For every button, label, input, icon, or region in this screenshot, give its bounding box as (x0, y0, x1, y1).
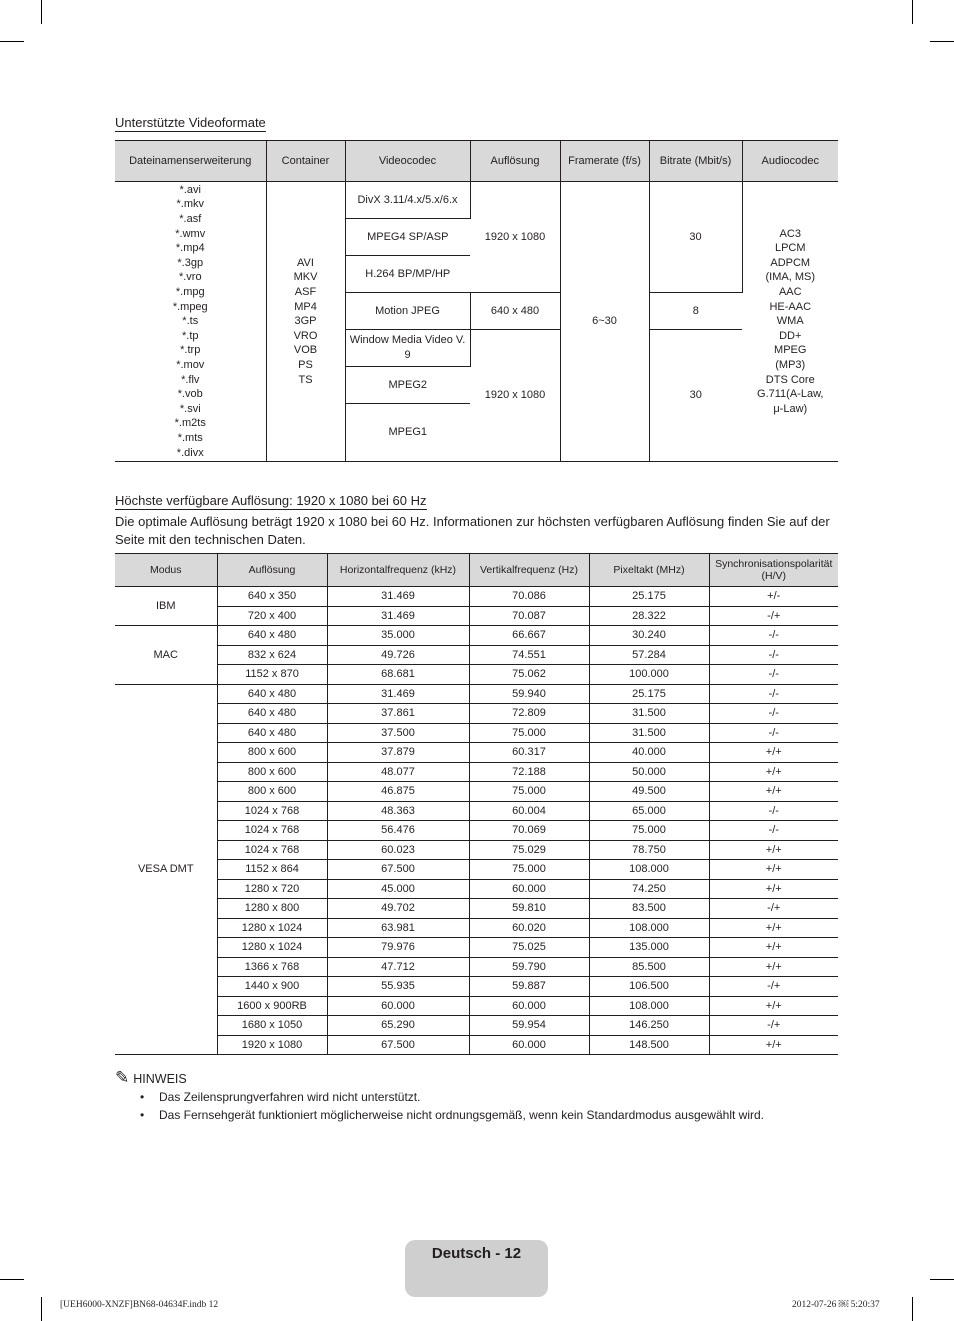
table-cell: 60.000 (469, 996, 589, 1016)
header-pixelclock: Pixeltakt (MHz) (589, 554, 709, 587)
resolution-title: Höchste verfügbare Auflösung: 1920 x 1080 bei 60 Hz (115, 493, 427, 508)
resolution-paragraph: Die optimale Auflösung beträgt 1920 x 1080 bei 60 Hz. Informationen zur höchsten verfügbaren Auflösung finden Sie auf der Seite mit den technischen Daten. (115, 514, 830, 547)
table-cell: 56.476 (327, 821, 469, 841)
table-cell: 35.000 (327, 626, 469, 646)
header-resolution: Auflösung (470, 141, 560, 182)
table-cell: 1024 x 768 (217, 840, 327, 860)
table-row (115, 606, 838, 626)
table-cell: 59.810 (469, 899, 589, 919)
crop-mark (41, 0, 42, 24)
table-row (115, 840, 838, 860)
header-resolution: Auflösung (217, 554, 327, 587)
table-cell: 1440 x 900 (217, 977, 327, 997)
page-number-badge (405, 1240, 548, 1297)
crop-mark (930, 1279, 954, 1280)
header-polarity: Synchronisationspolarität (H/V) (709, 554, 838, 587)
mode-cell: MAC (115, 626, 217, 685)
table-cell: +/+ (709, 860, 838, 880)
table-cell: 135.000 (589, 938, 709, 958)
note-bullet-text: Das Fernsehgerät funktioniert möglicherweise nicht ordnungsgemäß, wenn kein Standardmodus ausgewählt wird. (159, 1108, 764, 1122)
header-container: Container (266, 141, 345, 182)
table-cell: 78.750 (589, 840, 709, 860)
table-cell: +/- (709, 587, 838, 607)
table-cell: 79.976 (327, 938, 469, 958)
table-cell: 75.000 (469, 860, 589, 880)
note-bullet: • Das Fernsehgerät funktioniert möglicherweise nicht ordnungsgemäß, wenn kein Standardmodus ausgewählt wird. (140, 1108, 764, 1122)
table-cell: 74.250 (589, 879, 709, 899)
table-cell: 1680 x 1050 (217, 1016, 327, 1036)
table-cell: -/+ (709, 606, 838, 626)
table-cell: 65.290 (327, 1016, 469, 1036)
table-row (115, 782, 838, 802)
table-cell: 1280 x 800 (217, 899, 327, 919)
table-cell: 28.322 (589, 606, 709, 626)
pencil-icon: ✎ (115, 1068, 130, 1087)
table-cell: 75.000 (469, 782, 589, 802)
table-cell: 55.935 (327, 977, 469, 997)
table-cell: 85.500 (589, 957, 709, 977)
table-cell: 1280 x 720 (217, 879, 327, 899)
table-cell: 72.809 (469, 704, 589, 724)
codec-cell: MPEG1 (345, 404, 470, 462)
table-row (115, 879, 838, 899)
table-cell: 100.000 (589, 665, 709, 685)
header-videocodec: Videocodec (345, 141, 470, 182)
table-cell: 60.023 (327, 840, 469, 860)
table-cell: 800 x 600 (217, 782, 327, 802)
crop-mark (0, 1279, 24, 1280)
table-cell: 31.500 (589, 704, 709, 724)
table-cell: 57.284 (589, 645, 709, 665)
table-cell: 70.086 (469, 587, 589, 607)
table-cell: -/- (709, 665, 838, 685)
table-cell: 49.726 (327, 645, 469, 665)
table-cell: +/+ (709, 938, 838, 958)
table-cell: 108.000 (589, 918, 709, 938)
table-cell: 1366 x 768 (217, 957, 327, 977)
table-row (115, 645, 838, 665)
table-cell: 49.500 (589, 782, 709, 802)
footer-file-info: [UEH6000-XNZF]BN68-04634F.indb 12 (60, 1300, 219, 1310)
table-cell: 59.790 (469, 957, 589, 977)
table-cell: 37.879 (327, 743, 469, 763)
table-cell: +/+ (709, 743, 838, 763)
crop-mark (930, 41, 954, 42)
bitrate-cell: 30 (649, 182, 742, 293)
table-cell: 60.000 (327, 996, 469, 1016)
table-cell: -/+ (709, 977, 838, 997)
table-cell: 1600 x 900RB (217, 996, 327, 1016)
header-hfreq: Horizontalfrequenz (kHz) (327, 554, 469, 587)
table-row (115, 723, 838, 743)
table-cell: 60.000 (469, 879, 589, 899)
table-cell: 146.250 (589, 1016, 709, 1036)
table-row (115, 587, 838, 607)
table-cell: 75.025 (469, 938, 589, 958)
table-cell: 720 x 400 (217, 606, 327, 626)
table-cell: 1024 x 768 (217, 821, 327, 841)
table-row (115, 918, 838, 938)
video-formats-title: Unterstützte Videoformate (115, 115, 266, 130)
table-cell: -/- (709, 684, 838, 704)
table-cell: 72.188 (469, 762, 589, 782)
video-row (115, 182, 838, 219)
table-row (115, 801, 838, 821)
crop-mark (0, 41, 24, 42)
table-row (115, 626, 838, 646)
mode-cell: VESA DMT (115, 684, 217, 1055)
table-cell: -/- (709, 821, 838, 841)
table-cell: 25.175 (589, 587, 709, 607)
table-cell: +/+ (709, 996, 838, 1016)
table-cell: 67.500 (327, 1035, 469, 1055)
table-cell: 75.000 (469, 723, 589, 743)
page-number: Deutsch - 12 (431, 1245, 522, 1262)
bitrate-cell: 8 (649, 293, 742, 330)
table-cell: 31.469 (327, 606, 469, 626)
table-cell: 75.000 (589, 821, 709, 841)
table-cell: 60.317 (469, 743, 589, 763)
header-vfreq: Vertikalfrequenz (Hz) (469, 554, 589, 587)
table-cell: +/+ (709, 840, 838, 860)
table-row (115, 665, 838, 685)
table-cell: 31.500 (589, 723, 709, 743)
video-table-header (115, 141, 838, 182)
header-bitrate: Bitrate (Mbit/s) (649, 141, 742, 182)
table-cell: 75.029 (469, 840, 589, 860)
table-cell: 1024 x 768 (217, 801, 327, 821)
table-cell: 59.954 (469, 1016, 589, 1036)
bitrate-cell: 30 (649, 330, 742, 462)
table-cell: 800 x 600 (217, 762, 327, 782)
table-cell: 37.500 (327, 723, 469, 743)
table-cell: 31.469 (327, 587, 469, 607)
table-cell: 1280 x 1024 (217, 938, 327, 958)
table-cell: 60.000 (469, 1035, 589, 1055)
table-cell: -/+ (709, 899, 838, 919)
table-row (115, 704, 838, 724)
table-cell: 640 x 480 (217, 704, 327, 724)
table-cell: -/- (709, 626, 838, 646)
table-cell: +/+ (709, 918, 838, 938)
note-heading (115, 1068, 187, 1088)
table-cell: 49.702 (327, 899, 469, 919)
table-row (115, 684, 838, 704)
table-cell: 37.861 (327, 704, 469, 724)
table-row (115, 762, 838, 782)
note-label: HINWEIS (133, 1072, 187, 1086)
header-mode: Modus (115, 554, 217, 587)
table-row (115, 821, 838, 841)
table-cell: 148.500 (589, 1035, 709, 1055)
table-cell: -/- (709, 645, 838, 665)
extensions-cell: *.avi *.mkv *.asf *.wmv *.mp4 *.3gp *.vro *.mpg *.mpeg *.ts *.tp *.trp *.mov *.flv *.vob *.svi *.m2ts *.mts *.divx (115, 182, 266, 462)
codec-cell: H.264 BP/MP/HP (345, 256, 470, 293)
resolution-table-header (115, 554, 838, 587)
table-cell: +/+ (709, 782, 838, 802)
table-cell: 832 x 624 (217, 645, 327, 665)
codec-cell: Motion JPEG (345, 293, 470, 330)
table-row (115, 1035, 838, 1055)
table-cell: -/+ (709, 1016, 838, 1036)
resolution-cell: 640 x 480 (470, 293, 560, 330)
table-cell: 108.000 (589, 860, 709, 880)
footer-timestamp: 2012-07-26 ￼ 5:20:37 (792, 1300, 880, 1310)
table-cell: 65.000 (589, 801, 709, 821)
table-cell: -/- (709, 704, 838, 724)
table-cell: 59.940 (469, 684, 589, 704)
table-cell: 640 x 480 (217, 723, 327, 743)
crop-mark (912, 0, 913, 24)
table-cell: 48.363 (327, 801, 469, 821)
table-cell: 75.062 (469, 665, 589, 685)
table-row (115, 743, 838, 763)
table-cell: 68.681 (327, 665, 469, 685)
table-cell: 59.887 (469, 977, 589, 997)
header-framerate: Framerate (f/s) (560, 141, 649, 182)
table-row (115, 977, 838, 997)
table-cell: 640 x 480 (217, 684, 327, 704)
containers-cell: AVI MKV ASF MP4 3GP VRO VOB PS TS (266, 182, 345, 462)
table-row (115, 957, 838, 977)
table-cell: +/+ (709, 957, 838, 977)
crop-mark (41, 1297, 42, 1321)
table-cell: 108.000 (589, 996, 709, 1016)
table-cell: 60.004 (469, 801, 589, 821)
table-cell: 63.981 (327, 918, 469, 938)
table-cell: 46.875 (327, 782, 469, 802)
table-cell: 25.175 (589, 684, 709, 704)
mode-cell: IBM (115, 587, 217, 626)
crop-mark (912, 1297, 913, 1321)
table-cell: 70.087 (469, 606, 589, 626)
table-cell: 70.069 (469, 821, 589, 841)
table-cell: +/+ (709, 879, 838, 899)
table-cell: 60.020 (469, 918, 589, 938)
table-row (115, 899, 838, 919)
header-extension: Dateinamenserweiterung (115, 141, 266, 182)
table-cell: 31.469 (327, 684, 469, 704)
table-cell: 83.500 (589, 899, 709, 919)
header-audiocodec: Audiocodec (742, 141, 838, 182)
table-cell: 1152 x 864 (217, 860, 327, 880)
table-cell: 40.000 (589, 743, 709, 763)
table-cell: -/- (709, 723, 838, 743)
table-cell: 800 x 600 (217, 743, 327, 763)
framerate-cell: 6~30 (560, 182, 649, 462)
table-cell: 47.712 (327, 957, 469, 977)
table-cell: 106.500 (589, 977, 709, 997)
table-row (115, 1016, 838, 1036)
table-cell: 1280 x 1024 (217, 918, 327, 938)
note-bullet: • Das Zeilensprungverfahren wird nicht unterstützt. (140, 1090, 421, 1104)
table-cell: +/+ (709, 762, 838, 782)
video-formats-table (115, 140, 838, 462)
table-row (115, 938, 838, 958)
resolution-table (115, 553, 838, 1055)
table-cell: 640 x 480 (217, 626, 327, 646)
codec-cell: Window Media Video V. 9 (345, 330, 470, 367)
codec-cell: MPEG2 (345, 367, 470, 404)
table-cell: 1920 x 1080 (217, 1035, 327, 1055)
audio-cell: AC3 LPCM ADPCM (IMA, MS) AAC HE-AAC WMA DD+ MPEG (MP3) DTS Core G.711(A-Law, μ-Law) (742, 182, 838, 462)
table-cell: 1152 x 870 (217, 665, 327, 685)
table-cell: 74.551 (469, 645, 589, 665)
resolution-cell: 1920 x 1080 (470, 330, 560, 462)
codec-cell: DivX 3.11/4.x/5.x/6.x (345, 182, 470, 219)
codec-cell: MPEG4 SP/ASP (345, 219, 470, 256)
table-cell: 48.077 (327, 762, 469, 782)
table-cell: 66.667 (469, 626, 589, 646)
resolution-cell: 1920 x 1080 (470, 182, 560, 293)
table-cell: +/+ (709, 1035, 838, 1055)
table-cell: 50.000 (589, 762, 709, 782)
table-cell: 67.500 (327, 860, 469, 880)
table-cell: 45.000 (327, 879, 469, 899)
table-cell: 640 x 350 (217, 587, 327, 607)
table-cell: -/- (709, 801, 838, 821)
table-row (115, 860, 838, 880)
table-row (115, 996, 838, 1016)
table-cell: 30.240 (589, 626, 709, 646)
note-bullet-text: Das Zeilensprungverfahren wird nicht unterstützt. (159, 1090, 421, 1104)
